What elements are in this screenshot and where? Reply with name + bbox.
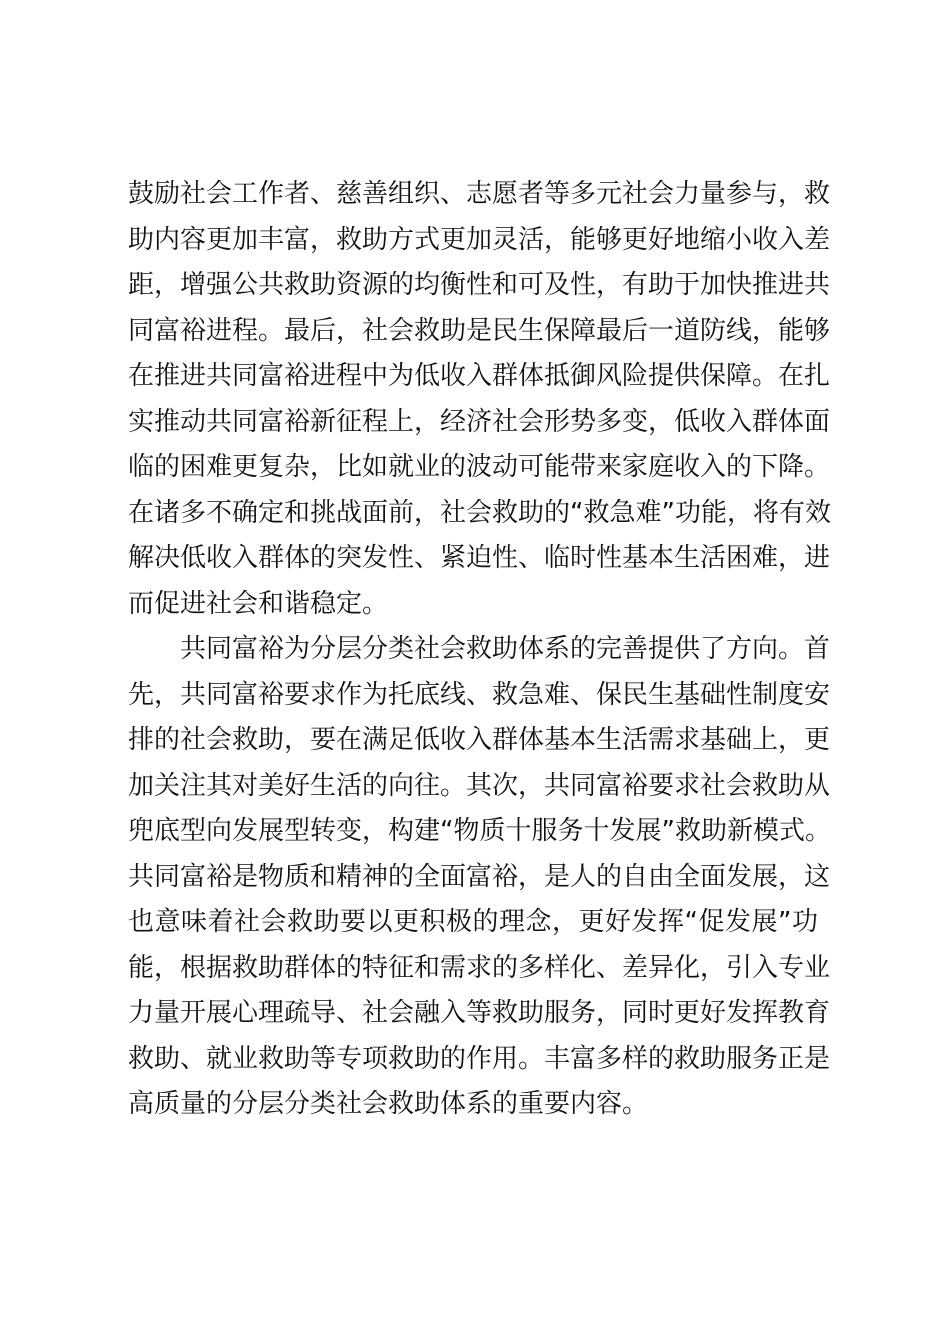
text-line: 而促进社会和谐稳定。 <box>128 588 389 619</box>
text-line: 鼓励社会工作者、慈善组织、志愿者等多元社会力量参与，救 <box>128 179 831 209</box>
text-line: 兜底型向发展型转变，构建“物质十服务十发展”救助新模式。 <box>128 816 831 846</box>
text-line: 解决低收入群体的突发性、紧迫性、临时性基本生活困难，进 <box>128 543 831 573</box>
text-line: 加关注其对美好生活的向往。其次，共同富裕要求社会救助从 <box>128 770 831 801</box>
paragraph-1 <box>128 172 831 627</box>
body-text <box>128 172 831 1128</box>
text-line: 实推动共同富裕新征程上，经济社会形势多变，低收入群体面 <box>128 406 831 437</box>
text-line: 力量开展心理疏导、社会融入等救助服务，同时更好发挥教育 <box>128 998 831 1028</box>
text-line: 高质量的分层分类社会救助体系的重要内容。 <box>128 1089 649 1119</box>
text-line: 共同富裕为分层分类社会救助体系的完善提供了方向。首 <box>180 634 831 664</box>
text-line: 也意味着社会救助要以更积极的理念，更好发挥“促发展”功 <box>128 907 818 937</box>
text-line: 同富裕进程。最后，社会救助是民生保障最后一道防线，能够 <box>128 315 831 346</box>
text-line: 临的困难更复杂，比如就业的波动可能带来家庭收入的下降。 <box>128 452 831 482</box>
text-line: 救助、就业救助等专项救助的作用。丰富多样的救助服务正是 <box>128 1043 831 1074</box>
text-line: 排的社会救助，要在满足低收入群体基本生活需求基础上，更 <box>128 725 831 755</box>
text-line: 在诸多不确定和挑战面前，社会救助的“救急难”功能，将有效 <box>128 497 831 528</box>
text-line: 距，增强公共救助资源的均衡性和可及性，有助于加快推进共 <box>128 270 831 300</box>
text-line: 助内容更加丰富，救助方式更加灵活，能够更好地缩小收入差 <box>128 224 831 255</box>
text-line: 共同富裕是物质和精神的全面富裕，是人的自由全面发展，这 <box>128 861 831 892</box>
text-line: 在推进共同富裕进程中为低收入群体抵御风险提供保障。在扎 <box>128 361 831 391</box>
text-line: 能，根据救助群体的特征和需求的多样化、差异化，引入专业 <box>128 952 831 983</box>
paragraph-2 <box>128 627 831 1128</box>
text-line: 先，共同富裕要求作为托底线、救急难、保民生基础性制度安 <box>128 679 831 710</box>
